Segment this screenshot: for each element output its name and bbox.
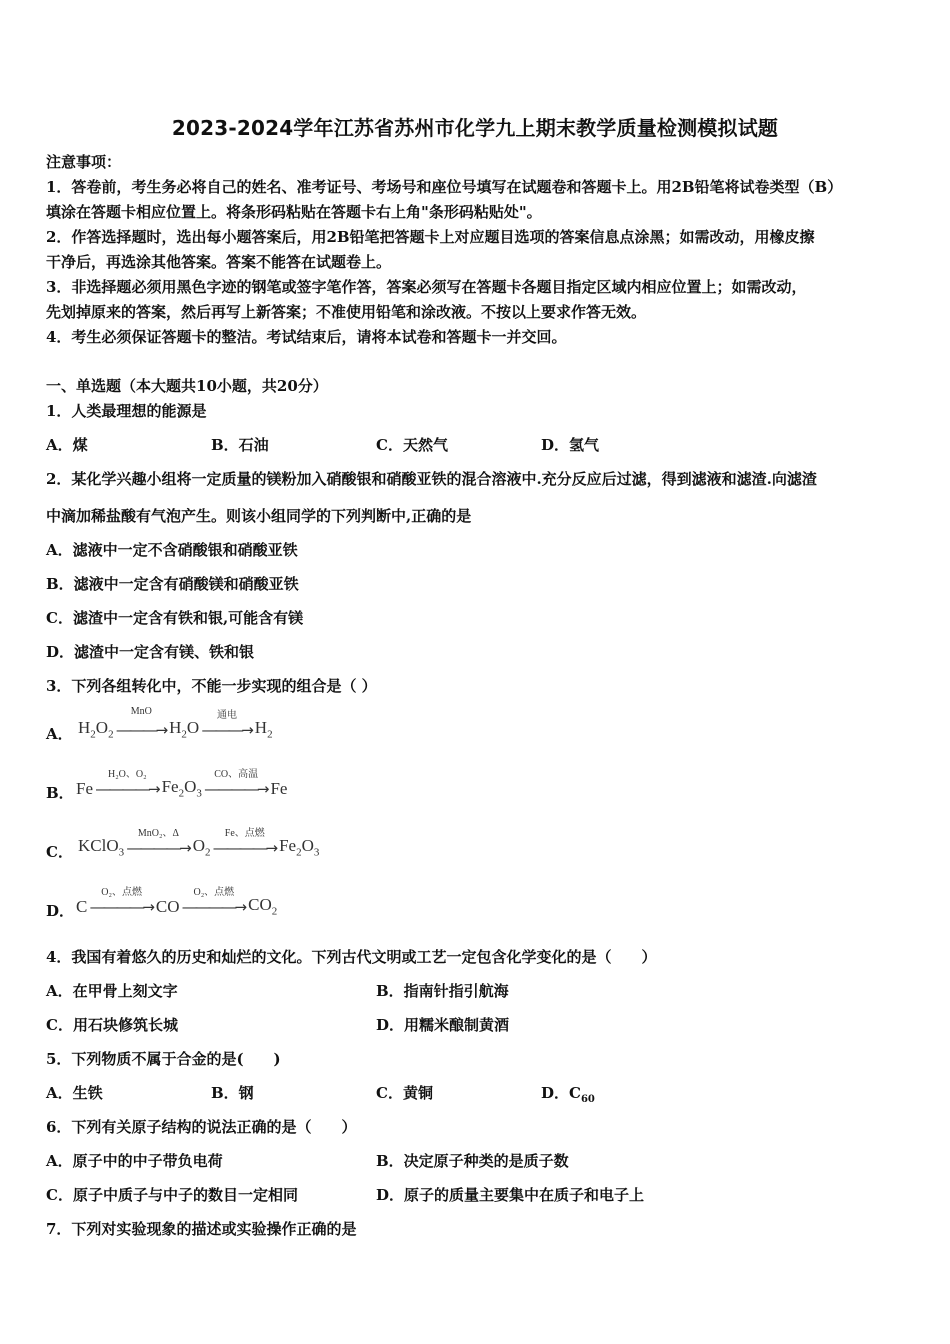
q3-option-d-label: D． [46, 902, 75, 920]
q1-option-b: B．石油 [211, 436, 269, 454]
q2-stem-line-2: 中滴加稀盐酸有气泡产生。则该小组同学的下列判断中,正确的是 [46, 507, 472, 525]
q3b-species-2: $Fe_2O_3$ [161, 776, 202, 799]
q3c-arrow-2: Fe、点燃 ――――→ [213, 828, 277, 857]
q3b-species-1: Fe [76, 779, 93, 798]
q5-stem: 5．下列物质不属于合金的是( ) [46, 1050, 281, 1068]
q3-option-d-equation [76, 885, 277, 917]
q3a-species-1: $H_2O_2$ [78, 717, 114, 740]
q3d-arrow-1: O₂、点燃 ――――→ [90, 887, 153, 916]
q1-option-a: A．煤 [46, 436, 88, 454]
notice-line-1: 1．答卷前，考生务必将自己的姓名、准考证号、考场号和座位号填写在试题卷和答题卡上。用2B铅笔将试卷类型（B） [46, 178, 843, 196]
q1-option-d: D．氢气 [541, 436, 600, 454]
q4-option-c: C．用石块修筑长城 [46, 1016, 178, 1034]
q2-option-d: D．滤渣中一定含有镁、铁和银 [46, 643, 255, 661]
q3-option-c-label: C． [46, 843, 73, 861]
q5-option-d: D．$C_{60}$ [541, 1084, 595, 1105]
q2-option-c: C．滤渣中一定含有铁和银,可能含有镁 [46, 609, 304, 627]
notice-line-7: 4．考生必须保证答题卡的整洁。考试结束后，请将本试卷和答题卡一并交回。 [46, 328, 567, 346]
q3c-arrow-1: MnO₂、Δ ――――→ [127, 828, 190, 857]
q3d-species-3: $CO_2$ [248, 894, 278, 917]
q6-option-d: D．原子的质量主要集中在质子和电子上 [376, 1186, 645, 1204]
q6-option-a: A．原子中的中子带负电荷 [46, 1152, 223, 1170]
q4-stem: 4．我国有着悠久的历史和灿烂的文化。下列古代文明或工艺一定包含化学变化的是（ ） [46, 948, 657, 966]
notice-heading: 注意事项： [46, 153, 122, 171]
q3-option-a-label: A． [46, 725, 73, 743]
q3c-species-2: $O_2$ [192, 835, 211, 858]
q3b-arrow-1: H₂O、O₂ ――――→ [96, 769, 159, 798]
q7-stem: 7．下列对实验现象的描述或实验操作正确的是 [46, 1220, 357, 1238]
q2-stem-line-1: 2．某化学兴趣小组将一定质量的镁粉加入硝酸银和硝酸亚铁的混合溶液中.充分反应后过滤，得到滤液和滤渣.向滤渣 [46, 470, 817, 488]
q3a-species-2: $H_2O$ [169, 717, 200, 740]
q3-stem: 3．下列各组转化中，不能一步实现的组合是（ ） [46, 677, 377, 695]
q3-option-b-equation [76, 767, 287, 799]
q4-option-b: B．指南针指引航海 [376, 982, 509, 1000]
page-title: 2023-2024学年江苏省苏州市化学九上期末教学质量检测模拟试题 [171, 116, 779, 140]
notice-line-3: 2．作答选择题时，选出每小题答案后，用2B铅笔把答题卡上对应题目选项的答案信息点涂黑；如需改动，用橡皮擦 [46, 228, 815, 246]
notice-line-4: 干净后，再选涂其他答案。答案不能答在试题卷上。 [46, 253, 392, 271]
q3-option-c-equation [78, 826, 319, 858]
notice-line-5: 3．非选择题必须用黑色字迹的钢笔或签字笔作答，答案必须写在答题卡各题目指定区域内相应位置上；如需改动， [46, 278, 807, 296]
section-heading: 一、单选题（本大题共10小题，共20分） [46, 377, 328, 395]
q3a-species-3: $H_2$ [254, 717, 273, 740]
q3d-species-1: C [76, 897, 88, 916]
q3-option-b-label: B． [46, 784, 74, 802]
q3d-species-2: CO [155, 897, 180, 916]
q6-option-c: C．原子中质子与中子的数目一定相同 [46, 1186, 298, 1204]
q3b-species-3: Fe [270, 779, 288, 798]
q6-option-b: B．决定原子种类的是质子数 [376, 1152, 569, 1170]
notice-line-6: 先划掉原来的答案，然后再写上新答案；不准使用铅笔和涂改液。不按以上要求作答无效。 [46, 303, 647, 321]
q2-option-b: B．滤液中一定含有硝酸镁和硝酸亚铁 [46, 575, 299, 593]
q3d-arrow-2: O₂、点燃 ――――→ [182, 887, 246, 916]
q3-option-a-equation [78, 708, 273, 740]
q3a-arrow-1: MnO ―――→ [116, 706, 167, 739]
q4-option-d: D．用糯米酿制黄酒 [376, 1016, 510, 1034]
q3c-species-1: KClO$_3$ [78, 835, 125, 858]
q1-stem: 1．人类最理想的能源是 [46, 402, 207, 420]
q6-stem: 6．下列有关原子结构的说法正确的是（ ） [46, 1118, 357, 1136]
q3a-arrow-2: 通电 ―――→ [202, 710, 252, 739]
q4-option-a: A．在甲骨上刻文字 [46, 982, 178, 1000]
q5-option-a: A．生铁 [46, 1084, 103, 1102]
q2-option-a: A．滤液中一定不含硝酸银和硝酸亚铁 [46, 541, 298, 559]
notice-line-2: 填涂在答题卡相应位置上。将条形码粘贴在答题卡右上角"条形码粘贴处"。 [46, 203, 542, 221]
q5-option-b: B．钢 [211, 1084, 254, 1102]
q3c-species-3: $Fe_2O_3$ [279, 835, 320, 858]
q3b-arrow-2: CO、高温 ――――→ [204, 769, 268, 798]
q1-option-c: C．天然气 [376, 436, 448, 454]
q5-option-c: C．黄铜 [376, 1084, 433, 1102]
